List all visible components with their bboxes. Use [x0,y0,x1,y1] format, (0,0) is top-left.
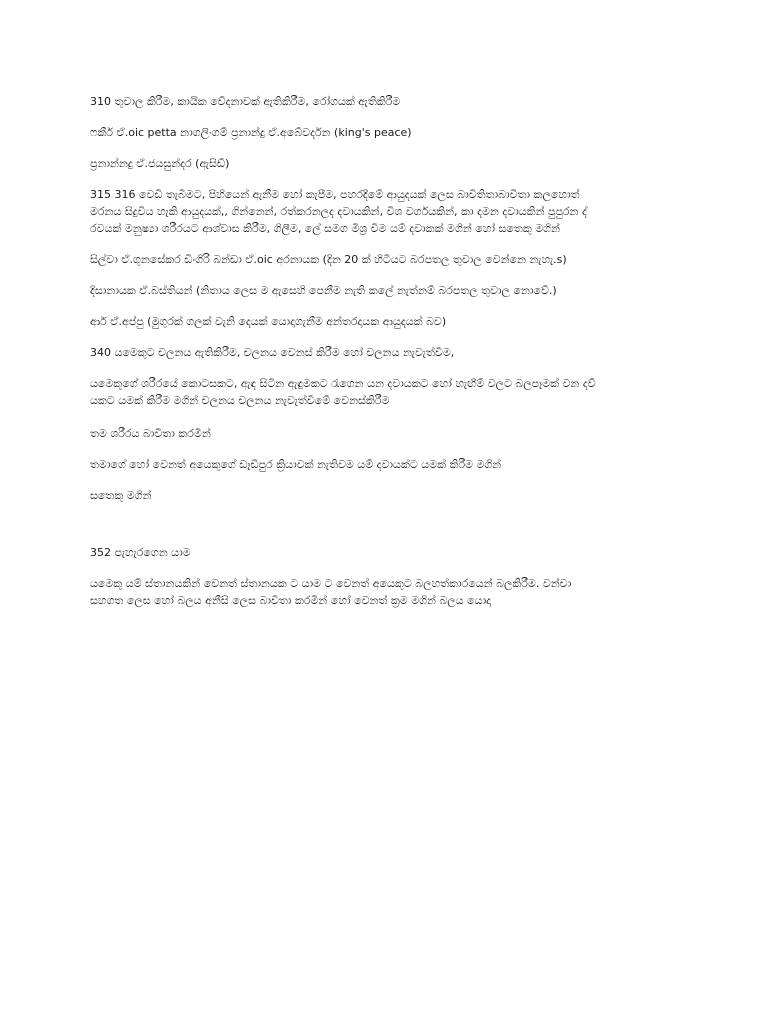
text-line: ආර් ඒ.අප්පු (මුගුරක් ගලක් වැනි දෙයක් යොදාගැනීම අන්තරදායක ආයුදයක් බව) [90,315,447,328]
paragraph-fakir [90,124,690,141]
paragraph-352 [90,544,690,561]
text-line: 315 316 වෙඩි තැබීමට, පිහියෙන් ඇනීම හෝ කැපීම, පහරදීමේ ආයුදයක් ලෙස බාවිතිතාබාවිතා කලහොත් [90,188,580,201]
text-line: යමෙකු යම් ස්තානයකින් වෙනත් ස්තානයක ට යාම ට වෙනත් අයෙකුට බලහත්කාරයෙන් බලකිරීම. වන්චා [90,577,572,590]
text-line: සතෙකු මගින් [90,489,152,502]
paragraph-315-316 [90,186,690,237]
text-line: යමෙකුගේ ශරීරයේ කොටසකට, ඇඳ සිටින ඇඳුමකට රැගෙන යන දවායකට හෝ හැඟීම් වලට බලපෑමක් වන දව් [90,377,596,390]
paragraph-fernando [90,155,690,172]
paragraph-appu [90,313,690,330]
text-line: 310 තුවාල කිරීම, කායික වේදනාවක් ඇතිකිරීම, රෝගයක් ඇතිකිරීම [90,95,401,108]
text-line: 352 පැහැරගෙන යාම [90,546,191,559]
text-line: රවයක් මනුෂ්‍යා ශරීරයට ආශ්වාස කිරීම, ගිලීම, ලේ සමග මිශ්‍ර වීම යම් දවාකක් මගින් හෝ සතෙකු මගින් [90,222,560,235]
text-line: සහගත ලෙස හෝ බලය අනීසි ලෙස බාවිතා කරමින් හෝ වෙනත් ක්‍රම මගින් බලය යොදා [90,594,491,607]
paragraph-dissanayake [90,282,690,299]
paragraph-abduction [90,575,690,609]
document-page [90,93,690,609]
paragraph-silva [90,251,690,268]
text-line: මරනය සිදුවිය හැකි ආයුදයක්,, ගින්නෙන්, රත්කරනලද දවායකින්, විශ වර්ගයකින්, කා දමන දවායකින් පුපුරන ද් [90,205,587,218]
text-line: සිල්වා ඒ.ගුනසේකර ඩිංගිරි බන්ඩා ඒ.oic අරනායක (දින 20 ක් හිටියට බරපතල තුවාල වෙන්නෙ නැහැ.s) [90,253,567,266]
paragraph-body-part [90,375,690,409]
text-line: තම ශරීරය බාවිතා කරමින් [90,427,211,440]
text-line: යකට යමක් කිරීම මගින් චලනය චලනය නැවැත්වීමේ වෙනස්කිරීම [90,394,390,407]
text-line: දිසානායක ඒ.බස්තියන් (නිතාය ලෙස ම ඇසෙහි පෙනීම නැති කලේ නැත්නම් බරපතල තුවාල නොවේ.) [90,284,557,297]
text-line: 340 යමෙකුට චලනය ඇතිකිරීම, චලනය වෙනස් කිරීම හෝ චලනය නැවැත්වීම, [90,346,455,359]
text-line: ෆකීර් ඒ.oic petta නාගලිංගම් ප්‍රනාන්දු ඒ.අබේවර්දන (king's peace) [90,126,412,139]
paragraph-other-person [90,456,690,473]
paragraph-340 [90,344,690,361]
text-line: ප්‍රනාන්නදු ඒ.ජයසුන්දර (ඇසිඩ්) [90,157,230,170]
paragraph-own-body [90,425,690,442]
text-line: තමාගේ හෝ වෙනත් අයෙකුගේ ඩෑඩිපුර ක්‍රියාවක් නැතිවම යම් දවායක්ට යමක් කිරීම මගින් [90,458,502,471]
paragraph-animal [90,487,690,504]
paragraph-310 [90,93,690,110]
